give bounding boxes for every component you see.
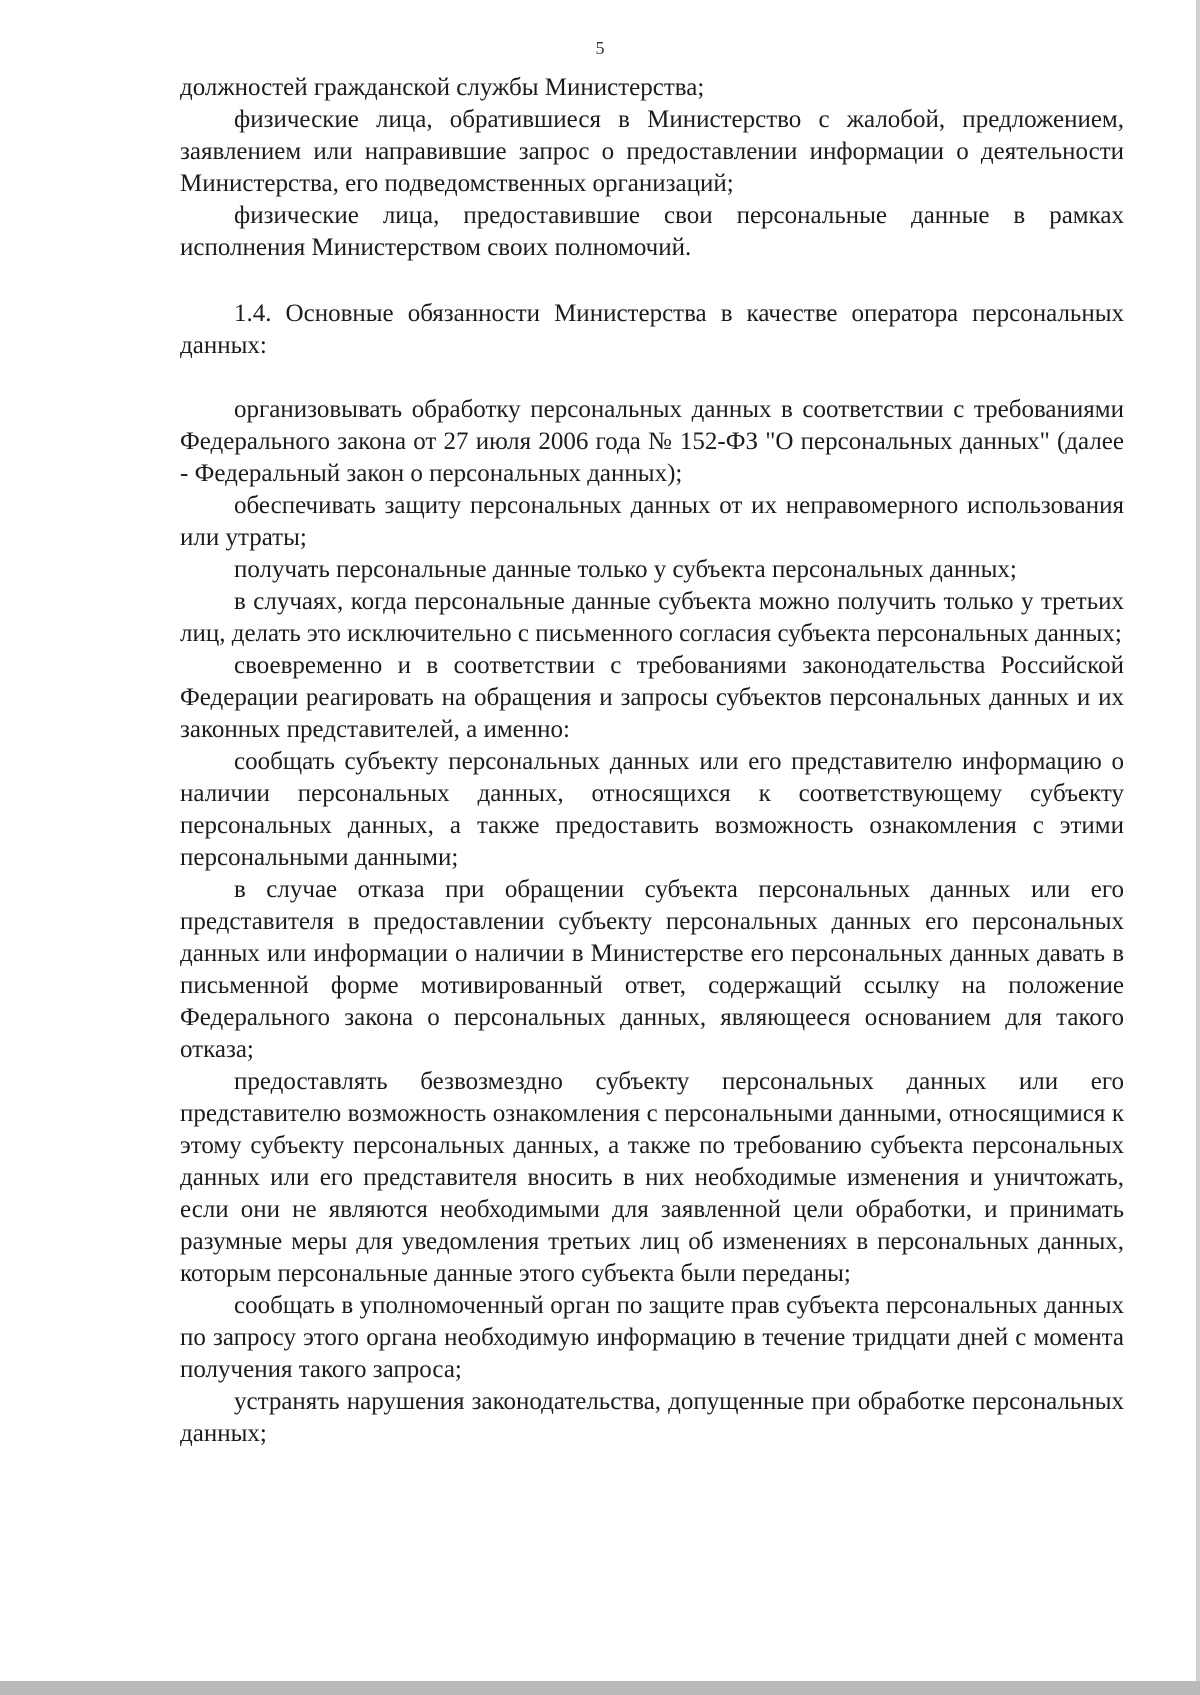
paragraph-continuation: должностей гражданской службы Министерства;	[180, 74, 705, 101]
scan-edge-right	[1196, 0, 1200, 1695]
paragraph-free-access: предоставлять безвозмездно субъекту персональных данных или его представителю возможность ознакомления с персональными данными, относящимися к этому субъекту персональных данных, а также по требованию субъекта персональных данных или его представителя вносить в них необходимые изменения и уничтожать, если они не являются необходимыми для заявленной цели обработки, и принимать разумные меры для уведомления третьих лиц об изменениях в персональных данных, которым персональные данные этого субъекта были переданы;	[180, 1068, 1124, 1287]
page-number: 5	[595, 38, 605, 58]
scan-edge-bottom	[0, 1681, 1200, 1695]
paragraph-obtain-from-subject: получать персональные данные только у субъекта персональных данных;	[234, 556, 1017, 583]
paragraph-respond-requests: своевременно и в соответствии с требованиями законодательства Российской Федерации реагировать на обращения и запросы субъектов персональных данных и их законных представителей, а именно:	[180, 652, 1124, 743]
paragraph-individuals-complaints: физические лица, обратившиеся в Министерство с жалобой, предложением, заявлением или направившие запрос о предоставлении информации о деятельности Министерства, его подведомственных организаций;	[180, 106, 1124, 197]
section-gap	[180, 362, 1124, 394]
paragraph-inform-authority: сообщать в уполномоченный орган по защите прав субъекта персональных данных по запросу этого органа необходимую информацию в течение тридцати дней с момента получения такого запроса;	[180, 1292, 1124, 1383]
section-gap	[180, 264, 1124, 298]
paragraph-individuals-provided-data: физические лица, предоставившие свои персональные данные в рамках исполнения Министерством своих полномочий.	[180, 202, 1124, 261]
paragraph-eliminate-violations: устранять нарушения законодательства, допущенные при обработке персональных данных;	[180, 1388, 1124, 1447]
paragraph-third-parties-consent: в случаях, когда персональные данные субъекта можно получить только у третьих лиц, делать это исключительно с письменного согласия субъекта персональных данных;	[180, 588, 1124, 647]
paragraph-ensure-protection: обеспечивать защиту персональных данных от их неправомерного использования или утраты;	[180, 492, 1124, 551]
document-body	[180, 72, 1124, 1450]
section-heading-1-4: 1.4. Основные обязанности Министерства в качестве оператора персональных данных:	[180, 300, 1124, 359]
paragraph-refusal-response: в случае отказа при обращении субъекта персональных данных или его представителя в предоставлении субъекту персональных данных его персональных данных или информации о наличии в Министерстве его персональных данных давать в письменной форме мотивированный ответ, содержащий ссылку на положение Федерального закона о персональных данных, являющееся основанием для такого отказа;	[180, 876, 1124, 1063]
paragraph-inform-subject: сообщать субъекту персональных данных или его представителю информацию о наличии персональных данных, относящихся к соответствующему субъекту персональных данных, а также предоставить возможность ознакомления с этими персональными данными;	[180, 748, 1124, 871]
paragraph-organize-processing: организовывать обработку персональных данных в соответствии с требованиями Федерального закона от 27 июля 2006 года № 152-ФЗ "О персональных данных" (далее - Федеральный закон о персональных данных);	[180, 396, 1124, 487]
